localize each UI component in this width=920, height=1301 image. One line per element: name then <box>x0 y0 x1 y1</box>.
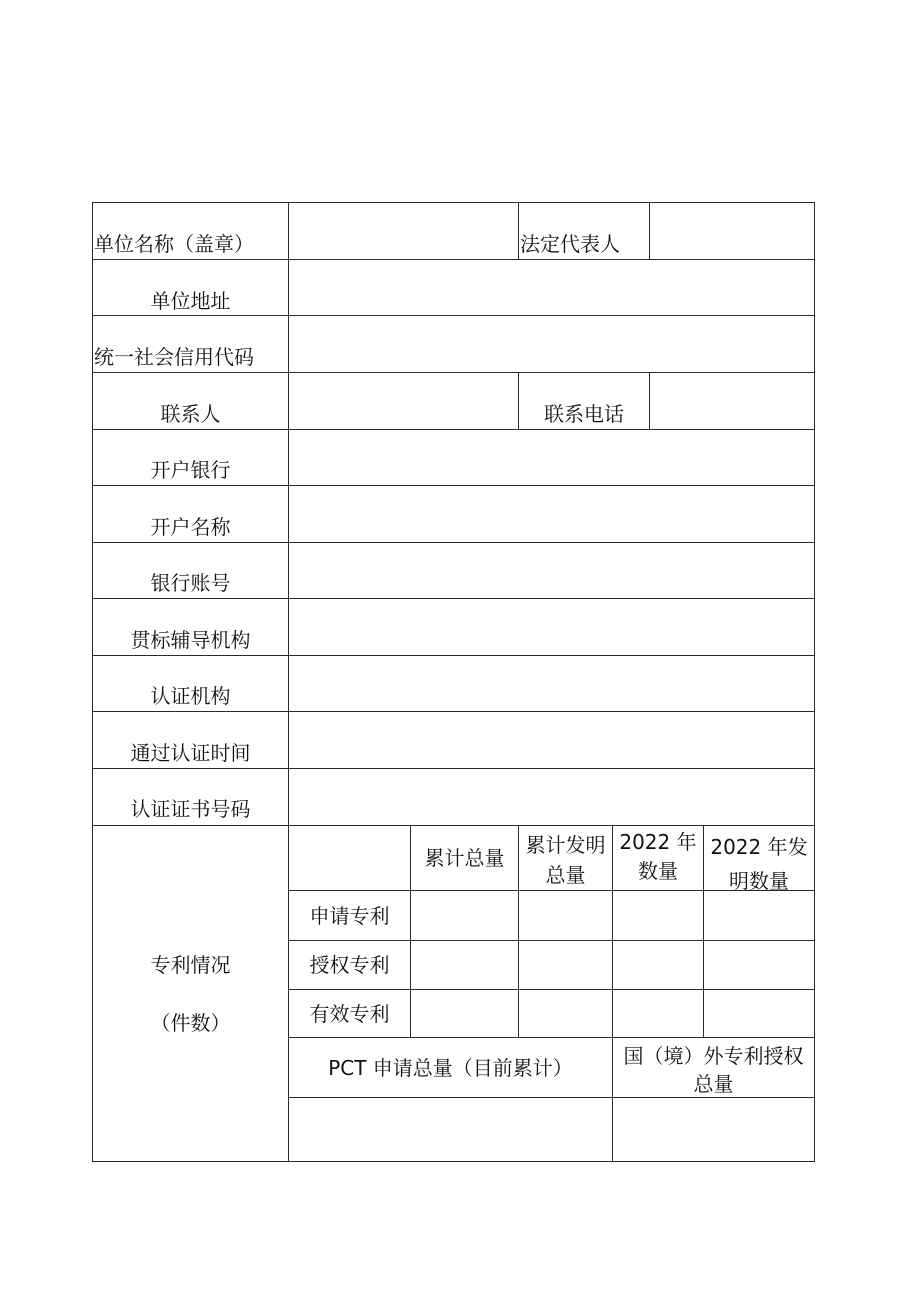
row-divider <box>92 711 815 712</box>
col-header-invention-line1: 累计发明 <box>525 833 606 857</box>
label-certification-org: 认证机构 <box>150 684 231 708</box>
foreign-grant-label-line1: 国（境）外专利授权 <box>623 1044 804 1068</box>
row-divider <box>92 768 815 769</box>
label-address: 单位地址 <box>150 289 231 313</box>
label-bank: 开户银行 <box>150 458 231 482</box>
col-header-total: 累计总量 <box>424 846 505 870</box>
col-divider <box>649 372 650 429</box>
col-header-2022-invention-line2: 明数量 <box>729 869 789 893</box>
col-divider <box>518 202 519 259</box>
col-divider <box>649 202 650 259</box>
label-contact-person: 联系人 <box>160 402 221 426</box>
row-divider <box>92 429 815 430</box>
table-border-right <box>814 202 815 1162</box>
label-account-number: 银行账号 <box>150 571 231 595</box>
row-divider <box>92 542 815 543</box>
patent-row-divider <box>288 1037 815 1038</box>
pct-total-label: PCT 申请总量（目前累计） <box>328 1056 573 1080</box>
label-certificate-number: 认证证书号码 <box>130 797 251 821</box>
label-contact-phone: 联系电话 <box>544 402 624 426</box>
foreign-grant-label-line2: 总量 <box>693 1072 734 1096</box>
row-divider <box>92 315 815 316</box>
col-header-2022-line1: 2022 年 <box>619 830 697 854</box>
label-credit-code: 统一社会信用代码 <box>94 345 254 369</box>
row-divider <box>92 259 815 260</box>
row-divider <box>92 485 815 486</box>
row-divider <box>92 655 815 656</box>
row-divider <box>92 598 815 599</box>
patent-row-divider <box>288 940 815 941</box>
col-header-2022-line2: 数量 <box>638 859 678 883</box>
row-header-valid: 有效专利 <box>309 1002 390 1026</box>
table-border-top <box>92 202 815 203</box>
row-divider <box>92 825 815 826</box>
patent-row-divider <box>288 989 815 990</box>
col-header-2022-invention-line1: 2022 年发 <box>710 835 808 859</box>
row-header-grant: 授权专利 <box>309 953 390 977</box>
row-divider <box>92 372 815 373</box>
label-legal-representative: 法定代表人 <box>520 232 620 256</box>
label-account-name: 开户名称 <box>150 515 231 539</box>
patent-section-subtitle: （件数） <box>150 1011 231 1035</box>
label-unit-name: 单位名称（盖章） <box>94 232 254 256</box>
row-header-apply: 申请专利 <box>309 904 390 928</box>
label-certification-time: 通过认证时间 <box>130 741 251 765</box>
col-header-invention-line2: 总量 <box>545 863 586 887</box>
patent-section-title: 专利情况 <box>150 953 231 977</box>
table-border-bottom <box>92 1161 815 1162</box>
label-consulting-org: 贯标辅导机构 <box>130 628 251 652</box>
patent-row-divider <box>288 1097 815 1098</box>
